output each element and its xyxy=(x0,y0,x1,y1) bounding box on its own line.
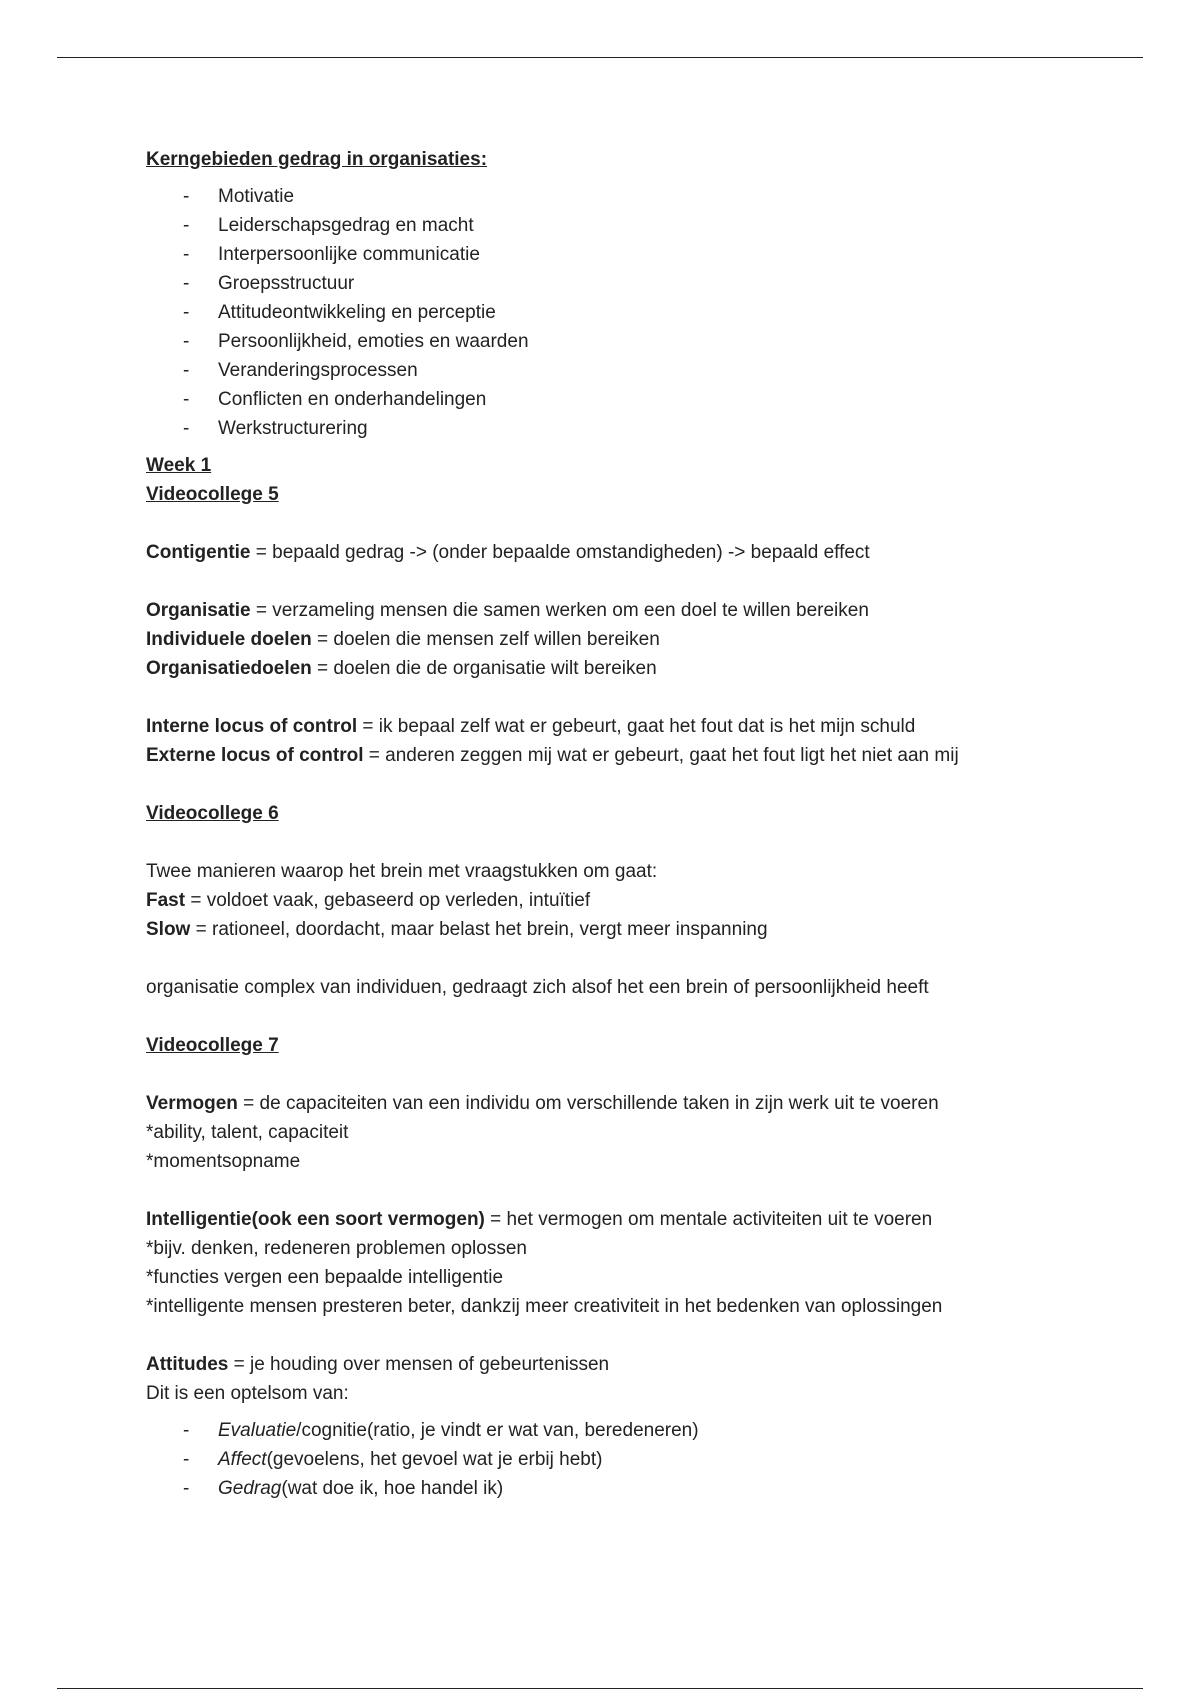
def-attitudes: Attitudes = je houding over mensen of gebeurtenissen xyxy=(146,1354,610,1375)
list-item: - Evaluatie/cognitie(ratio, je vindt er wat van, beredeneren) xyxy=(146,1416,1106,1445)
def-intelligentie: Intelligentie(ook een soort vermogen) = het vermogen om mentale activiteiten uit te voeren xyxy=(146,1209,933,1230)
list-item: - Conflicten en onderhandelingen xyxy=(146,385,1106,414)
vc6-intro: Twee manieren waarop het brein met vraagstukken om gaat: xyxy=(146,861,658,882)
list-item: - Attitudeontwikkeling en perceptie xyxy=(146,298,1106,327)
def-vermogen: Vermogen = de capaciteiten van een individu om verschillende taken in zijn werk uit te voeren xyxy=(146,1093,939,1114)
def-externe-locus: Externe locus of control = anderen zeggen mij wat er gebeurt, gaat het fout ligt het niet aan mij xyxy=(146,745,959,766)
heading-kerngebieden: Kerngebieden gedrag in organisaties: xyxy=(146,149,488,170)
header-rule xyxy=(57,57,1143,58)
def-interne-locus: Interne locus of control = ik bepaal zelf wat er gebeurt, gaat het fout dat is het mijn schuld xyxy=(146,716,916,737)
def-organisatiedoelen: Organisatiedoelen = doelen die de organisatie wilt bereiken xyxy=(146,658,657,679)
list-item: - Veranderingsprocessen xyxy=(146,356,1106,385)
def-organisatie: Organisatie = verzameling mensen die samen werken om een doel te willen bereiken xyxy=(146,600,869,621)
intelligentie-note: *functies vergen een bepaalde intelligentie xyxy=(146,1267,504,1288)
list-item: - Interpersoonlijke communicatie xyxy=(146,240,1106,269)
intelligentie-note: *bijv. denken, redeneren problemen oplossen xyxy=(146,1238,527,1259)
document-body xyxy=(146,145,1106,1503)
def-slow: Slow = rationeel, doordacht, maar belast het brein, vergt meer inspanning xyxy=(146,919,768,940)
week-heading: Week 1 xyxy=(146,455,212,476)
list-item: - Groepsstructuur xyxy=(146,269,1106,298)
footer-rule xyxy=(57,1688,1143,1689)
list-item: - Persoonlijkheid, emoties en waarden xyxy=(146,327,1106,356)
intelligentie-note: *intelligente mensen presteren beter, dankzij meer creativiteit in het bedenken van oplossingen xyxy=(146,1296,943,1317)
list-item: - Gedrag(wat doe ik, hoe handel ik) xyxy=(146,1474,1106,1503)
vermogen-note: *ability, talent, capaciteit xyxy=(146,1122,349,1143)
def-individuele-doelen: Individuele doelen = doelen die mensen zelf willen bereiken xyxy=(146,629,660,650)
list-item: - Leiderschapsgedrag en macht xyxy=(146,211,1106,240)
optelsom-text: Dit is een optelsom van: xyxy=(146,1383,349,1404)
kerngebieden-list xyxy=(146,182,1106,443)
list-item: - Motivatie xyxy=(146,182,1106,211)
attitude-components-list xyxy=(146,1416,1106,1503)
list-item: - Affect(gevoelens, het gevoel wat je erbij hebt) xyxy=(146,1445,1106,1474)
vermogen-note: *momentsopname xyxy=(146,1151,301,1172)
def-contigentie: Contigentie = bepaald gedrag -> (onder bepaalde omstandigheden) -> bepaald effect xyxy=(146,542,870,563)
def-fast: Fast = voldoet vaak, gebaseerd op verleden, intuïtief xyxy=(146,890,591,911)
vc5-heading: Videocollege 5 xyxy=(146,484,279,505)
vc6-heading: Videocollege 6 xyxy=(146,803,279,824)
vc6-organisatie-note: organisatie complex van individuen, gedraagt zich alsof het een brein of persoonlijkheid heeft xyxy=(146,977,929,998)
list-item: - Werkstructurering xyxy=(146,414,1106,443)
vc7-heading: Videocollege 7 xyxy=(146,1035,279,1056)
